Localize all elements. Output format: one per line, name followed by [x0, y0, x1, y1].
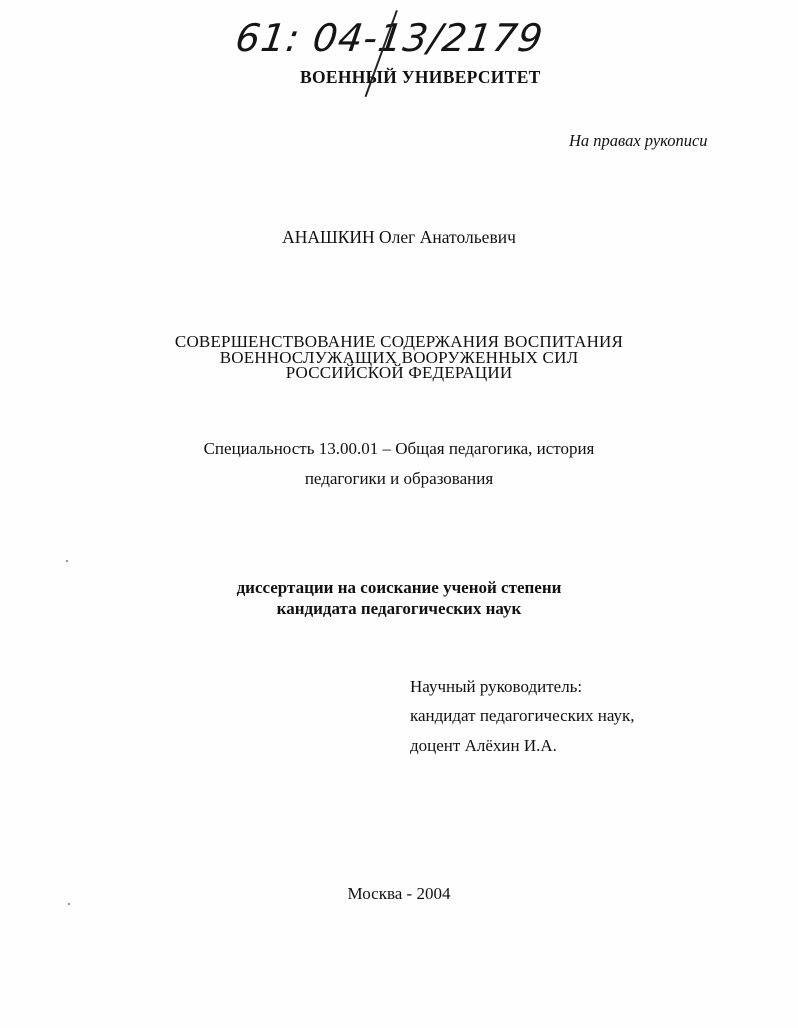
- title-line-1: СОВЕРШЕНСТВОВАНИЕ СОДЕРЖАНИЯ ВОСПИТАНИЯ: [174, 332, 624, 351]
- specialty-line-1: Специальность 13.00.01 – Общая педагогика, история: [203, 439, 595, 458]
- title-line-3: РОССИЙСКОЙ ФЕДЕРАЦИИ: [285, 363, 513, 382]
- dissertation-line-2: кандидата педагогических наук: [276, 599, 522, 618]
- city-year: Москва - 2004: [347, 884, 451, 903]
- specialty-line-2: педагогики и образования: [304, 469, 494, 488]
- university-name: ВОЕННЫЙ УНИВЕРСИТЕТ: [300, 67, 541, 87]
- advisor-degree: кандидат педагогических наук,: [410, 706, 635, 725]
- archive-handwritten-mark: 61: 04-13/2179: [232, 16, 547, 60]
- dissertation-line-1: диссертации на соискание ученой степени: [236, 578, 562, 597]
- advisor-name: доцент Алёхин И.А.: [410, 736, 557, 755]
- author-name: АНАШКИН Олег Анатольевич: [282, 227, 516, 247]
- advisor-label: Научный руководитель:: [410, 677, 583, 696]
- scan-speck: [68, 903, 70, 905]
- scan-speck: [66, 560, 68, 562]
- title-line-2: ВОЕННОСЛУЖАЩИХ ВООРУЖЕННЫХ СИЛ: [219, 348, 579, 367]
- rights-note: На правах рукописи: [569, 131, 708, 150]
